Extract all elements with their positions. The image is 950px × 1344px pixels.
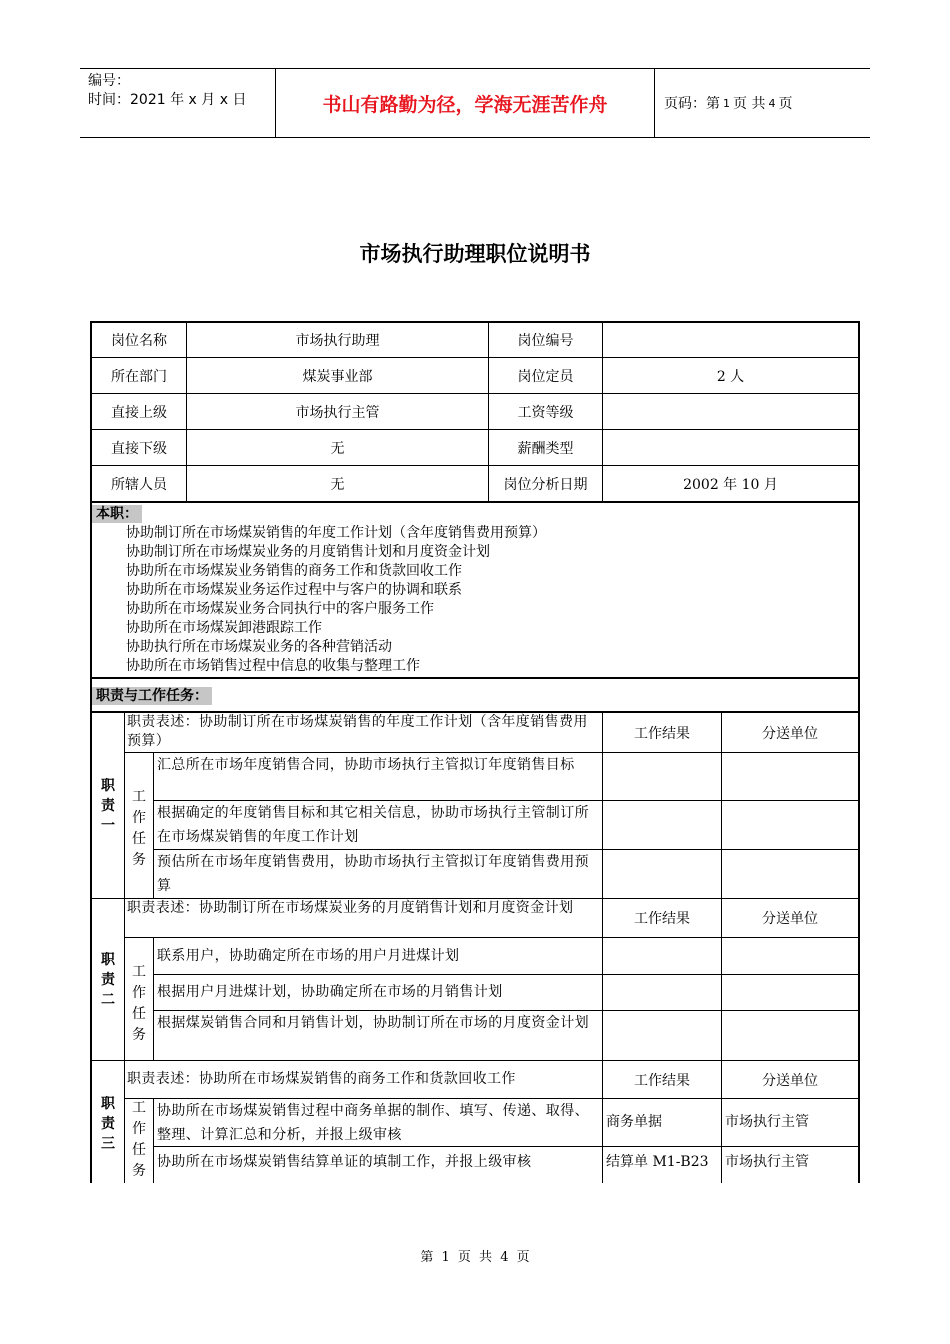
task-text: 汇总所在市场年度销售合同，协助市场执行主管拟订年度销售目标 — [157, 757, 575, 773]
pay-type-value — [603, 430, 858, 465]
document-title: 市场执行助理职位说明书 — [359, 242, 591, 266]
task-text: 协助所在市场煤炭销售过程中商务单据的制作、填写、传递、取得、整理、计算汇总和分析，并报上级审核 — [157, 1103, 589, 1143]
header-page-number — [654, 69, 870, 137]
superior-value: 市场执行主管 — [295, 404, 380, 421]
pos-name-value: 市场执行助理 — [295, 332, 380, 349]
responsibility-label: 职责一 — [101, 778, 115, 834]
duty-item: 协助执行所在市场煤炭业务的各种营销活动 — [126, 639, 392, 655]
header-meta — [80, 69, 276, 137]
staff-label: 所辖人员 — [111, 476, 167, 493]
task-label: 工作任务 — [132, 1100, 146, 1179]
responsibility-label: 职责二 — [101, 952, 115, 1008]
page-header — [80, 68, 870, 138]
headcount-value: 2 人 — [716, 368, 745, 385]
dept-label: 所在部门 — [111, 368, 167, 385]
pos-no-value — [603, 322, 858, 357]
task-text: 协助所在市场煤炭销售结算单证的填制工作，并报上级审核 — [157, 1154, 532, 1170]
col-result-header: 工作结果 — [634, 1072, 690, 1089]
duty-item: 协助制订所在市场煤炭业务的月度销售计划和月度资金计划 — [126, 544, 490, 560]
responsibility-desc: 职责表述：协助所在市场煤炭销售的商务工作和货款回收工作 — [127, 1071, 516, 1087]
footer-mid: 页 共 — [457, 1250, 493, 1265]
subordinate-value: 无 — [330, 440, 345, 457]
duty-section-title: 本职： — [92, 505, 142, 523]
task-text: 根据煤炭销售合同和月销售计划，协助制订所在市场的月度资金计划 — [157, 1015, 589, 1031]
task-text: 预估所在市场年度销售费用，协助市场执行主管拟订年度销售费用预算 — [157, 854, 589, 894]
footer-pre: 第 — [420, 1250, 434, 1265]
task-dest: 市场执行主管 — [725, 1154, 809, 1170]
task-text: 联系用户，协助确定所在市场的用户月进煤计划 — [157, 948, 460, 964]
col-dest-header: 分送单位 — [762, 1072, 818, 1089]
duty-item: 协助所在市场煤炭业务合同执行中的客户服务工作 — [126, 601, 434, 617]
superior-label: 直接上级 — [111, 404, 167, 421]
headcount-label: 岗位定员 — [517, 368, 574, 385]
pos-no-label: 岗位编号 — [517, 332, 574, 349]
duty-item: 协助所在市场煤炭业务销售的商务工作和货款回收工作 — [126, 563, 462, 579]
col-result-header: 工作结果 — [634, 911, 690, 927]
duty-item: 协助所在市场煤炭卸港跟踪工作 — [126, 620, 322, 636]
page-current: 1 — [723, 96, 730, 110]
responsibility-desc: 职责表述：协助制订所在市场煤炭业务的月度销售计划和月度资金计划 — [127, 900, 574, 916]
task-label: 工作任务 — [132, 964, 146, 1043]
footer-total: 4 — [500, 1250, 509, 1265]
footer-current: 1 — [441, 1250, 450, 1265]
task-result: 商务单据 — [606, 1114, 662, 1130]
page-end: 页 — [778, 96, 793, 112]
pay-type-label: 薪酬类型 — [517, 440, 574, 457]
footer-end: 页 — [516, 1250, 530, 1265]
col-dest-header: 分送单位 — [762, 725, 818, 742]
page-footer — [0, 1246, 950, 1265]
pos-name-label: 岗位名称 — [111, 332, 167, 349]
task-label: 工作任务 — [132, 789, 146, 868]
page-label: 页码：第 — [664, 96, 720, 112]
task-text: 根据用户月进煤计划，协助确定所在市场的月销售计划 — [157, 984, 503, 1000]
grade-label: 工资等级 — [517, 404, 574, 421]
responsibility-section-title: 职责与工作任务： — [92, 687, 212, 705]
task-dest: 市场执行主管 — [725, 1114, 809, 1130]
subordinate-label: 直接下级 — [111, 440, 167, 457]
dept-value: 煤炭事业部 — [302, 368, 373, 385]
staff-value: 无 — [330, 476, 345, 493]
header-motto: 书山有路勤为径，学海无涯苦作舟 — [276, 69, 655, 137]
page-total: 4 — [768, 96, 776, 110]
task-result: 结算单 M1-B23 — [606, 1154, 709, 1170]
page-mid: 页 共 — [733, 96, 766, 112]
responsibility-desc: 职责表述：协助制订所在市场煤炭销售的年度工作计划（含年度销售费用预算） — [127, 714, 588, 749]
doc-date: 时间：2021 年 x 月 x 日 — [88, 92, 247, 108]
analysis-date-value: 2002 年 10 月 — [683, 476, 778, 493]
col-dest-header: 分送单位 — [762, 911, 818, 927]
col-result-header: 工作结果 — [634, 725, 690, 742]
grade-value — [603, 394, 858, 429]
duty-item: 协助制订所在市场煤炭销售的年度工作计划（含年度销售费用预算） — [126, 525, 546, 541]
duty-item: 协助所在市场销售过程中信息的收集与整理工作 — [126, 658, 420, 674]
duty-item: 协助所在市场煤炭业务运作过程中与客户的协调和联系 — [126, 582, 462, 598]
task-text: 根据确定的年度销售目标和其它相关信息，协助市场执行主管制订所在市场煤炭销售的年度工作计划 — [157, 805, 589, 845]
analysis-date-label: 岗位分析日期 — [503, 476, 588, 493]
doc-number-label: 编号： — [88, 73, 130, 89]
responsibility-label: 职责三 — [101, 1096, 115, 1152]
